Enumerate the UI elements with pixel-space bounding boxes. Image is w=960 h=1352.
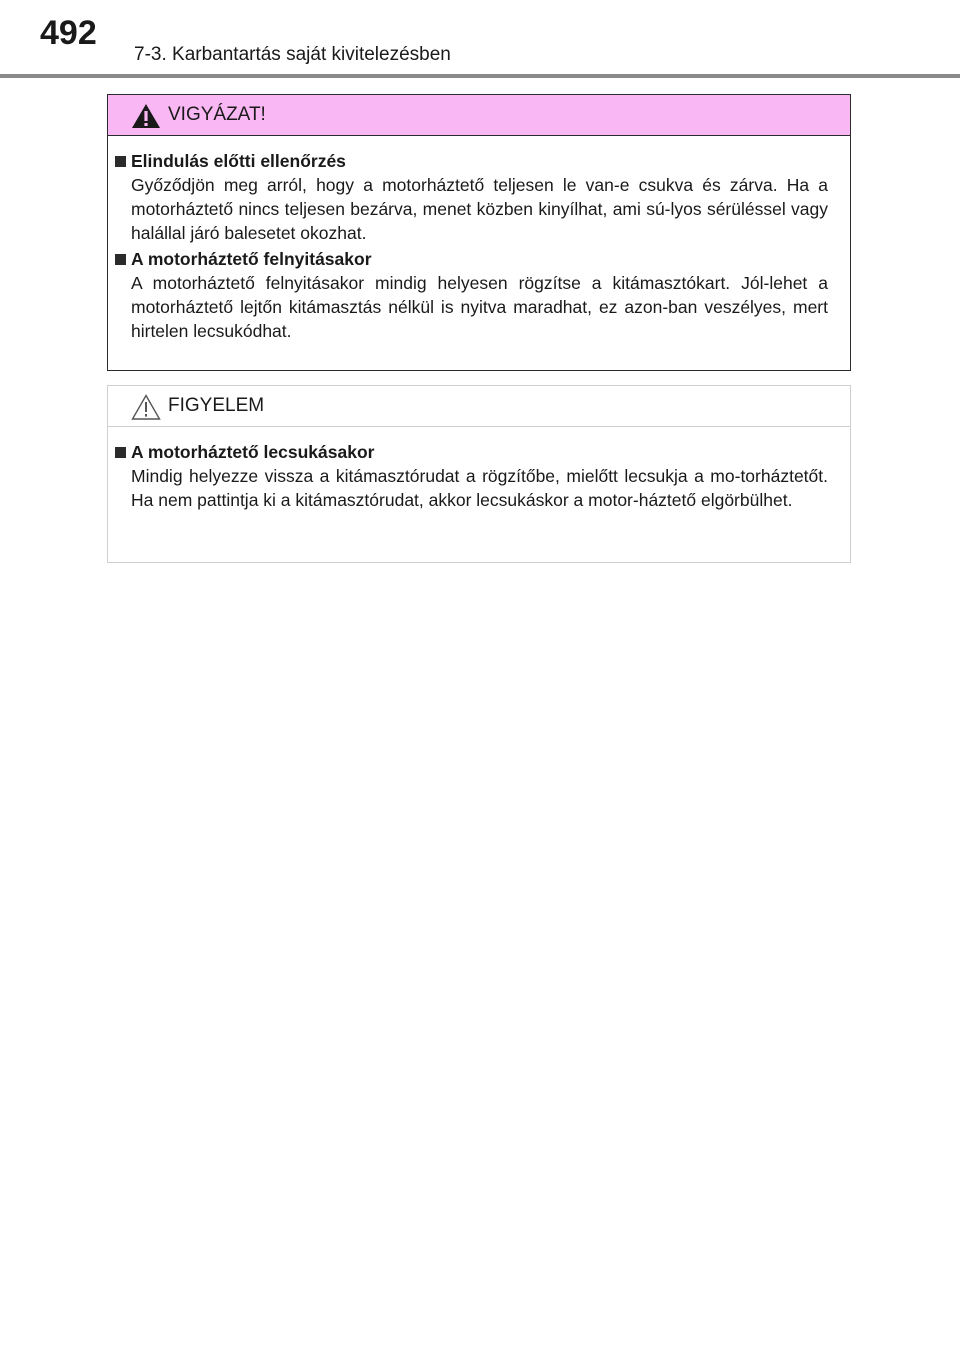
notice-item-text: Mindig helyezze vissza a kitámasztórudat a rögzítőbe, mielőtt lecsukja a mo-torháztetőt. Ha nem pattintja ki a kitámasztórudat, akkor lecsukáskor a motor-háztető elgörbülhet. [131, 466, 828, 510]
chapter-title: 7-3. Karbantartás saját kivitelezésben [134, 44, 451, 65]
notice-item [115, 440, 828, 512]
page-header [0, 0, 960, 80]
caution-triangle-icon [131, 394, 161, 420]
warning-item-text: A motorháztető felnyitásakor mindig helyesen rögzítse a kitámasztókart. Jól-lehet a motorháztető lejtőn kitámasztás nélkül is nyitva maradhat, ez azon-ban veszélyes, mert hirtelen lecsukódhat. [131, 273, 828, 341]
square-bullet-icon [115, 447, 126, 458]
warning-triangle-icon [131, 103, 161, 129]
notice-title: FIGYELEM [168, 395, 265, 416]
warning-box-header [108, 95, 850, 136]
square-bullet-icon [115, 254, 126, 265]
page-number: 492 [40, 14, 97, 52]
warning-item-text: Győződjön meg arról, hogy a motorháztető teljesen le van-e csukva és zárva. Ha a motorháztető nincs teljesen bezárva, menet közben kinyílhat, ami sú-lyos sérüléssel vagy halállal járó balesetet okozhat. [131, 175, 828, 243]
warning-item [115, 149, 828, 245]
notice-box-header [108, 386, 850, 427]
notice-box [107, 385, 851, 563]
square-bullet-icon [115, 156, 126, 167]
warning-item [115, 247, 828, 343]
warning-box-body [108, 136, 850, 343]
notice-item-heading: A motorháztető lecsukásakor [131, 442, 375, 462]
warning-box [107, 94, 851, 371]
notice-box-body [108, 427, 850, 512]
warning-item-heading: Elindulás előtti ellenőrzés [131, 151, 346, 171]
warning-item-heading: A motorháztető felnyitásakor [131, 249, 372, 269]
warning-title: VIGYÁZAT! [168, 104, 266, 125]
header-divider [0, 74, 960, 78]
